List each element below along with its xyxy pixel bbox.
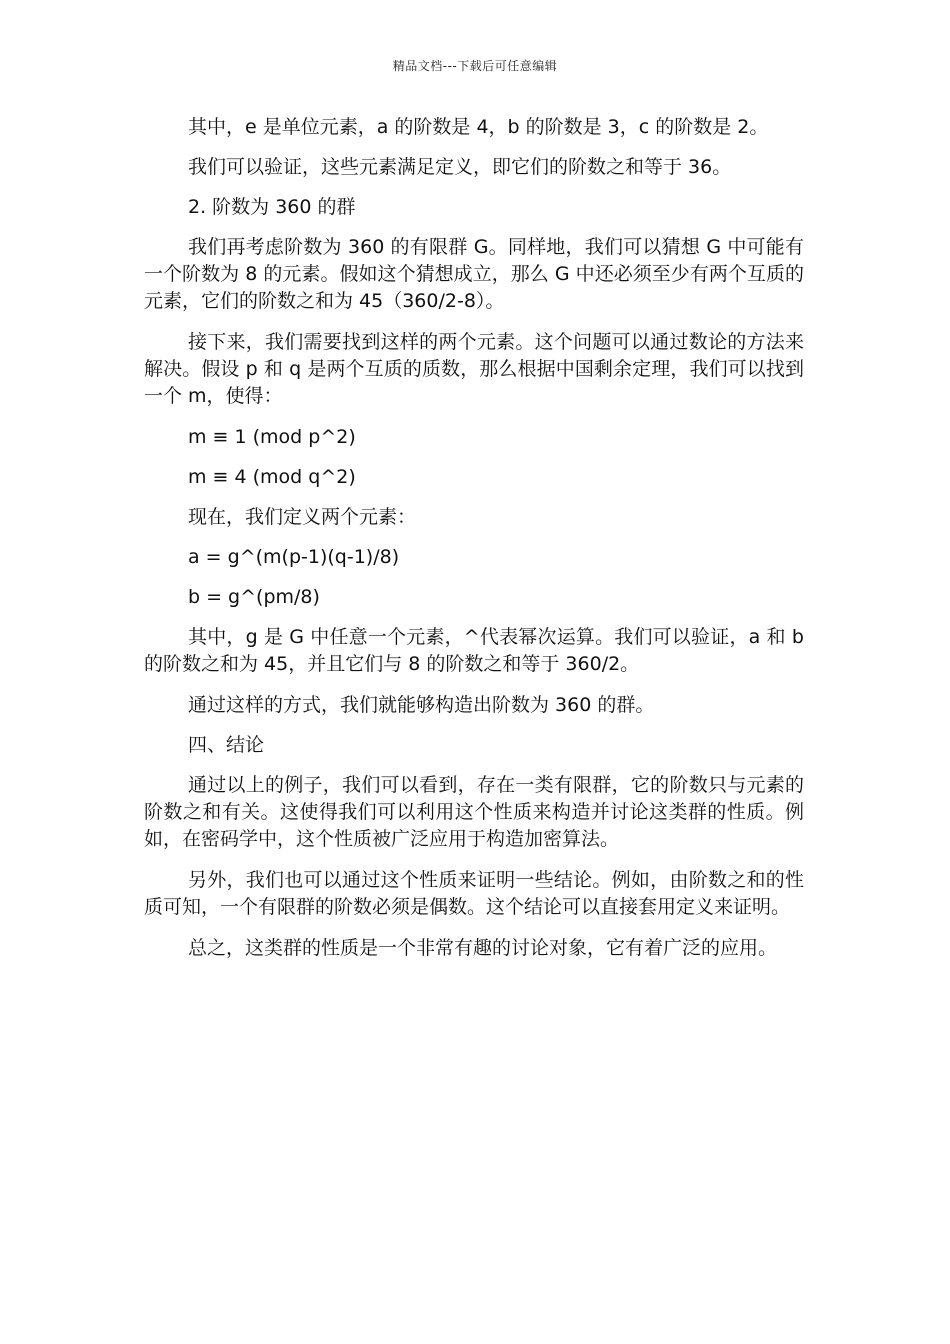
paragraph-group-360: 我们再考虑阶数为 360 的有限群 G。同样地，我们可以猜想 G 中可能有一个阶数为 8 的元素。假如这个猜想成立，那么 G 中还必须至少有两个互质的元素，它们的阶数之和为 45（360/2-8）。 [144,236,804,312]
paragraph-conclusion-3: 总之，这类群的性质是一个非常有趣的讨论对象，它有着广泛的应用。 [188,937,778,959]
section-heading-conclusion: 四、结论 [188,734,265,756]
formula-b: b = g^(pm/8) [188,586,320,608]
paragraph-construct-360: 通过这样的方式，我们就能够构造出阶数为 360 的群。 [188,694,655,716]
formula-m-mod-p: m ≡ 1 (mod p^2) [188,426,356,448]
paragraph-conclusion-2: 另外，我们也可以通过这个性质来证明一些结论。例如，由阶数之和的性质可知，一个有限群的阶数必须是偶数。这个结论可以直接套用定义来证明。 [144,869,804,918]
page-header: 精品文档---下载后可任意编辑 [392,59,558,73]
section-heading-360: 2. 阶数为 360 的群 [188,196,356,218]
paragraph-verify-45: 其中，g 是 G 中任意一个元素，^代表幂次运算。我们可以验证，a 和 b 的阶数之和为 45，并且它们与 8 的阶数之和等于 360/2。 [144,626,804,675]
formula-a: a = g^(m(p-1)(q-1)/8) [188,546,400,568]
paragraph-element-orders: 其中，e 是单位元素，a 的阶数是 4，b 的阶数是 3，c 的阶数是 2。 [188,116,769,138]
document-body [144,114,804,976]
paragraph-conclusion-1: 通过以上的例子，我们可以看到，存在一类有限群，它的阶数只与元素的阶数之和有关。这使得我们可以利用这个性质来构造并讨论这类群的性质。例如，在密码学中，这个性质被广泛应用于构造加密算法。 [144,774,804,850]
paragraph-define-elements: 现在，我们定义两个元素： [188,506,417,528]
paragraph-number-theory: 接下来，我们需要找到这样的两个元素。这个问题可以通过数论的方法来解决。假设 p 和 q 是两个互质的质数，那么根据中国剩余定理，我们可以找到一个 m，使得： [144,331,804,407]
paragraph-verify-36: 我们可以验证，这些元素满足定义，即它们的阶数之和等于 36。 [188,156,732,178]
formula-m-mod-q: m ≡ 4 (mod q^2) [188,466,356,488]
